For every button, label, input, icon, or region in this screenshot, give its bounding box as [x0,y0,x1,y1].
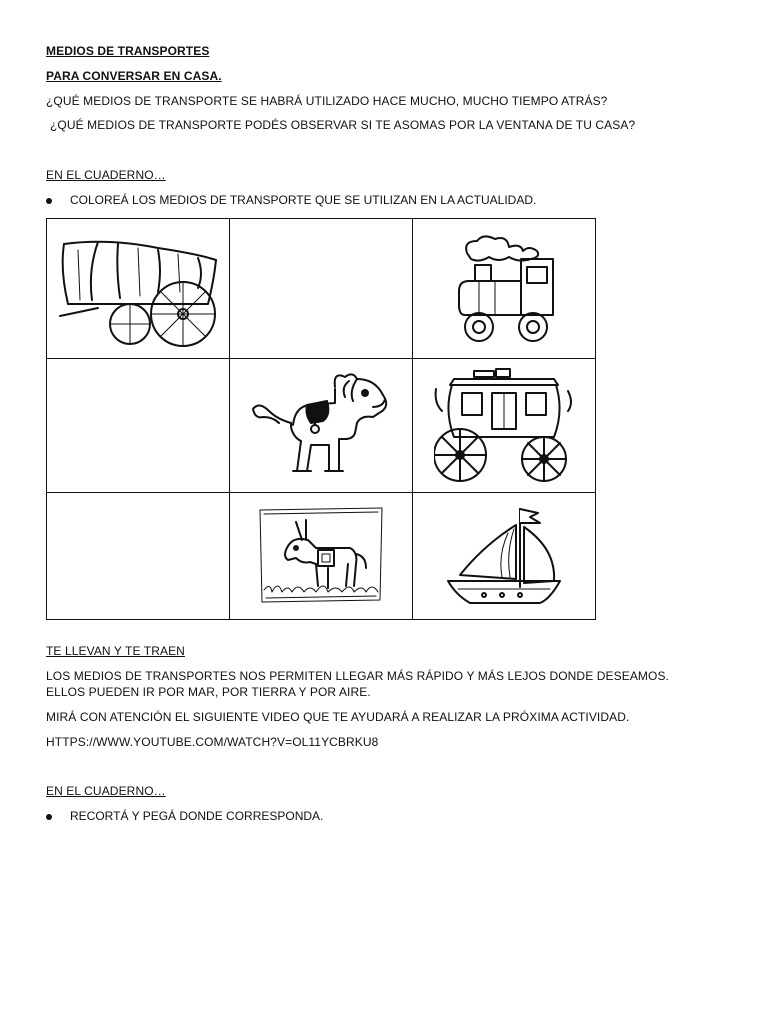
stagecoach-icon [434,367,574,485]
subtitle: PARA CONVERSAR EN CASA. [46,69,222,83]
section-3-heading: EN EL CUADERNO… [46,784,166,798]
donkey-icon [258,506,384,606]
bullet-icon [46,198,52,204]
section-1-instruction: COLOREÁ LOS MEDIOS DE TRANSPORTE QUE SE UTILIZAN EN LA ACTUALIDAD. [70,193,537,207]
grid-cell-horse [230,359,413,493]
sailboat-icon [444,503,564,609]
grid-cell-donkey [230,493,413,620]
section-2-heading: TE LLEVAN Y TE TRAEN [46,644,185,658]
horse-icon [249,367,393,485]
grid-cell-wagon [47,219,230,359]
covered-wagon-icon [58,230,218,348]
steam-train-icon [449,233,559,345]
section-3-instruction: RECORTÁ Y PEGÁ DONDE CORRESPONDA. [70,809,324,823]
page-title: MEDIOS DE TRANSPORTES [46,44,210,58]
grid-cell-sailboat [413,493,596,620]
grid-cell-train [413,219,596,359]
grid-cell-empty [47,493,230,620]
section-1-heading: EN EL CUADERNO… [46,168,166,182]
paragraph-line-2: ELLOS PUEDEN IR POR MAR, POR TIERRA Y POR AIRE. [46,685,371,699]
video-instruction: MIRÁ CON ATENCIÓN EL SIGUIENTE VIDEO QUE TE AYUDARÁ A REALIZAR LA PRÓXIMA ACTIVIDAD. [46,710,630,724]
grid-cell-empty [47,359,230,493]
grid-cell-stagecoach [413,359,596,493]
question-2: ¿QUÉ MEDIOS DE TRANSPORTE PODÉS OBSERVAR SI TE ASOMAS POR LA VENTANA DE TU CASA? [50,118,636,132]
paragraph-line-1: LOS MEDIOS DE TRANSPORTES NOS PERMITEN LLEGAR MÁS RÁPIDO Y MÁS LEJOS DONDE DESEAMOS. [46,669,669,683]
grid-cell-empty [230,219,413,359]
bullet-icon [46,814,52,820]
transport-grid [46,218,596,620]
question-1: ¿QUÉ MEDIOS DE TRANSPORTE SE HABRÁ UTILIZADO HACE MUCHO, MUCHO TIEMPO ATRÁS? [46,94,608,108]
video-url[interactable]: HTTPS://WWW.YOUTUBE.COM/WATCH?V=OL11YCBRKU8 [46,735,379,749]
